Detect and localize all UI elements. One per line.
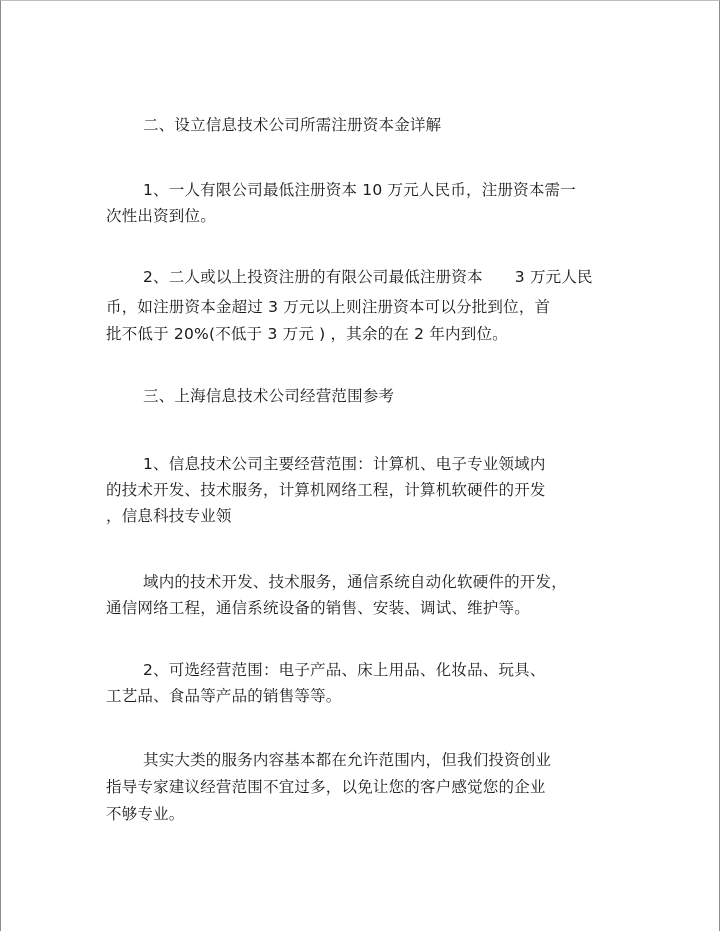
paragraph-1-line-1: 1、一人有限公司最低注册资本 10 万元人民币，注册资本需一 [143,181,576,199]
section-heading-2: 二、设立信息技术公司所需注册资本金详解 [143,116,442,134]
paragraph-2-line-1 [143,266,593,288]
paragraph-6-line-2: 指导专家建议经营范围不宜过多，以免让您的客户感觉您的企业 [106,778,546,796]
paragraph-2-line-3: 批不低于 20%(不低于 3 万元 ) ，其余的在 2 年内到位。 [106,325,508,343]
paragraph-2-line-2: 币，如注册资本金超过 3 万元以上则注册资本可以分批到位，首 [106,298,551,316]
paragraph-1-line-2: 次性出资到位。 [106,207,216,225]
paragraph-5-line-2: 工艺品、食品等产品的销售等等。 [106,687,342,705]
section-heading-3: 三、上海信息技术公司经营范围参考 [143,387,395,405]
paragraph-4-line-1: 域内的技术开发、技术服务，通信系统自动化软硬件的开发， [143,573,567,591]
paragraph-2-line-1-amount: 3 万元人民 [514,268,593,286]
paragraph-2-line-1-text: 2、二人或以上投资注册的有限公司最低注册资本 [143,268,483,286]
paragraph-5-line-1: 2、可选经营范围：电子产品、床上用品、化妆品、玩具、 [143,661,546,679]
paragraph-6-line-1: 其实大类的服务内容基本都在允许范围内，但我们投资创业 [143,751,552,769]
paragraph-4-line-2: 通信网络工程，通信系统设备的销售、安装、调试、维护等。 [106,599,530,617]
paragraph-3-line-2: 的技术开发、技术服务，计算机网络工程，计算机软硬件的开发 [106,481,546,499]
paragraph-3-line-1: 1、信息技术公司主要经营范围：计算机、电子专业领域内 [143,455,546,473]
paragraph-6-line-3: 不够专业。 [106,805,185,823]
paragraph-3-line-3: ，信息科技专业领 [106,507,232,525]
